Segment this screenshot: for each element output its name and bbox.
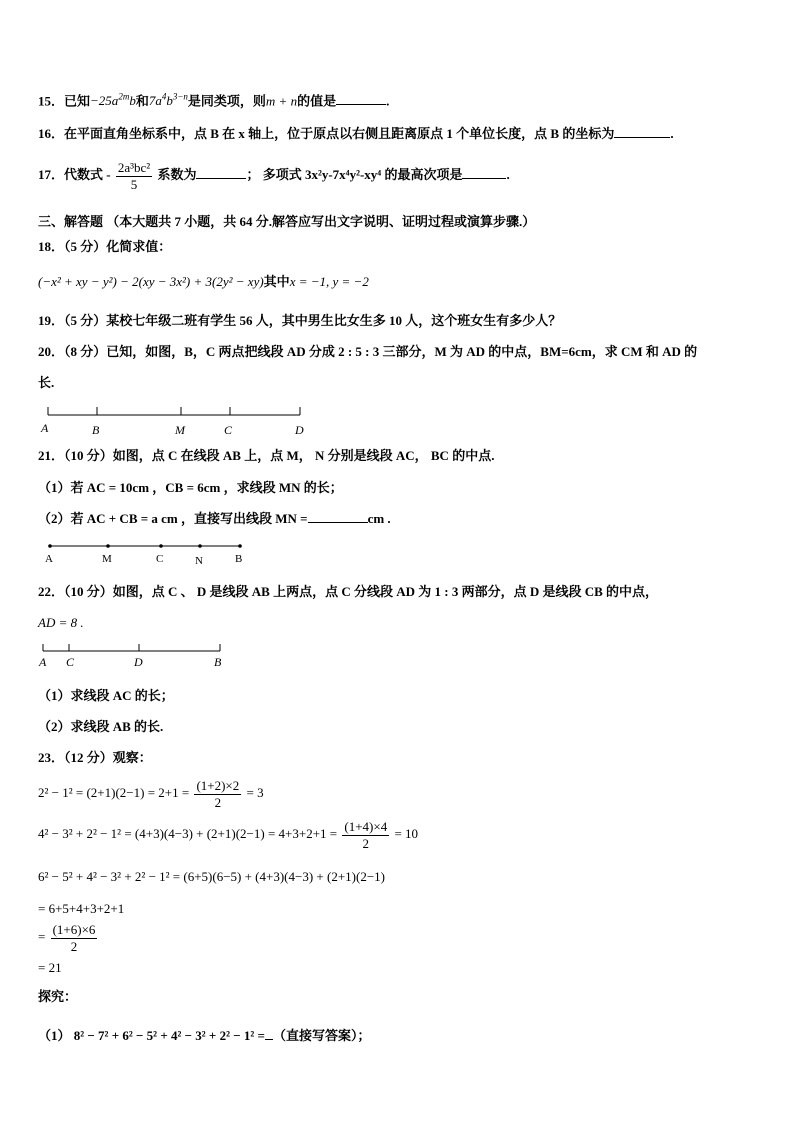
point-n	[198, 544, 202, 548]
fraction: $\frac{\text{2a³bc²}}{5}$	[117, 159, 151, 192]
question-19: 19．（5 分）某校七年级二班有学生 56 人，其中男生比女生多 10 人，这个班女生有多少人？	[38, 313, 562, 328]
question-18-title: 18．（5 分）化简求值：	[38, 239, 172, 254]
observation-eq3: 6² − 5² + 4² − 3² + 2² − 1² = (6+5)(6−5) + (4+3)(4−3) + (2+1)(2−1)	[38, 869, 385, 884]
label-c: C	[224, 423, 233, 436]
label-m: M	[175, 423, 185, 436]
label-c: C	[66, 655, 75, 669]
observation-eq2: 4² − 3² + 2² − 1² = (4+3)(4−3) + (2+1)(2−1) = 4+3+2+1 = $\frac{(1+4)\times 4}{2}$ = 10	[38, 818, 419, 851]
label-d: D	[134, 655, 143, 669]
fraction: $\frac{(1+6)\times 6}{2}$	[52, 921, 96, 954]
observation-eq5: = $\frac{(1+6)\times 6}{2}$	[38, 921, 96, 954]
answer-blank[interactable]	[336, 92, 386, 105]
question-15: 15．已知$-25a^{2m}b$和$7a^4b^{3-n}$是同类项，则m + n的值是 .	[38, 92, 390, 109]
question-20-line1: 20．（8 分）已知，如图，B，C 两点把线段 AD 分成 2 : 5 : 3 三部分，M 为 AD 的中点，BM=6cm，求 CM 和 AD 的	[38, 344, 698, 359]
question-22-part2: （2）求线段 AB 的长.	[38, 719, 164, 734]
label-a: A	[45, 553, 53, 565]
question-20-line2: 长.	[38, 375, 55, 390]
answer-blank[interactable]	[614, 125, 670, 138]
label-b: B	[92, 423, 100, 436]
question-21-part1: （1）若 AC = 10cm ，CB = 6cm ，求线段 MN 的长；	[38, 480, 343, 495]
explore-part1: （1） 8² − 7² + 6² − 5² + 4² − 3² + 2² − 1² = （直接写答案）；	[38, 1028, 371, 1043]
question-22-line1: 22．（10 分）如图，点 C 、 D 是线段 AB 上两点，点 C 分线段 AD 为 1 : 3 两部分，点 D 是线段 CB 的中点，	[38, 584, 659, 599]
question-22-part1: （1）求线段 AC 的长；	[38, 688, 174, 703]
label-d: D	[295, 423, 304, 436]
point-b	[238, 544, 242, 548]
answer-blank[interactable]	[462, 166, 506, 179]
question-16: 16．在平面直角坐标系中，点 B 在 x 轴上，位于原点以右侧且距离原点 1 个单位长度，点 B 的坐标为 .	[38, 126, 674, 141]
label-n: N	[195, 555, 203, 567]
question-23-title: 23．（12 分）观察：	[38, 750, 152, 765]
section-heading: 三、解答题 （本大题共 7 小题，共 64 分.解答应写出文字说明、证明过程或演算步骤.）	[38, 214, 536, 229]
point-c	[159, 544, 163, 548]
label-m: M	[102, 553, 112, 565]
answer-blank[interactable]	[265, 1027, 273, 1040]
label-b: B	[214, 655, 222, 669]
label-b: B	[235, 553, 243, 565]
question-18-expression: (−x² + xy − y²) − 2(xy − 3x²) + 3(2y² − xy)其中x = −1, y = −2	[38, 274, 369, 289]
observation-eq1: 2² − 1² = (2+1)(2−1) = 2+1 = $\frac{(1+2)\times 2}{2}$ = 3	[38, 777, 264, 810]
q22-segment-figure	[38, 640, 238, 670]
label-c: C	[156, 553, 164, 565]
question-21-line1: 21．（10 分）如图，点 C 在线段 AB 上，点 M， N 分别是线段 AC， BC 的中点.	[38, 448, 495, 463]
question-22-line2: AD = 8 .	[38, 615, 84, 630]
label-a: A	[39, 655, 47, 669]
q20-segment-figure	[38, 402, 318, 436]
point-a	[48, 544, 52, 548]
observation-eq4: = 6+5+4+3+2+1	[38, 901, 125, 916]
label-a: A	[41, 421, 49, 435]
answer-blank[interactable]	[308, 510, 368, 523]
fraction: $\frac{(1+4)\times 4}{2}$	[344, 818, 388, 851]
point-m	[106, 544, 110, 548]
q21-segment-figure	[38, 538, 268, 568]
fraction: $\frac{(1+2)\times 2}{2}$	[196, 777, 240, 810]
answer-blank[interactable]	[196, 166, 246, 179]
question-17: 17．代数式 - $\frac{\text{2a³bc²}}{5}$ 系数为 ； 多项式 3x²y-7x⁴y²-xy⁴ 的最高次项是 .	[38, 159, 510, 192]
question-21-part2: （2）若 AC + CB = a cm ，直接写出线段 MN = cm .	[38, 511, 391, 526]
observation-eq6: = 21	[38, 960, 62, 975]
explore-heading: 探究：	[38, 989, 78, 1004]
